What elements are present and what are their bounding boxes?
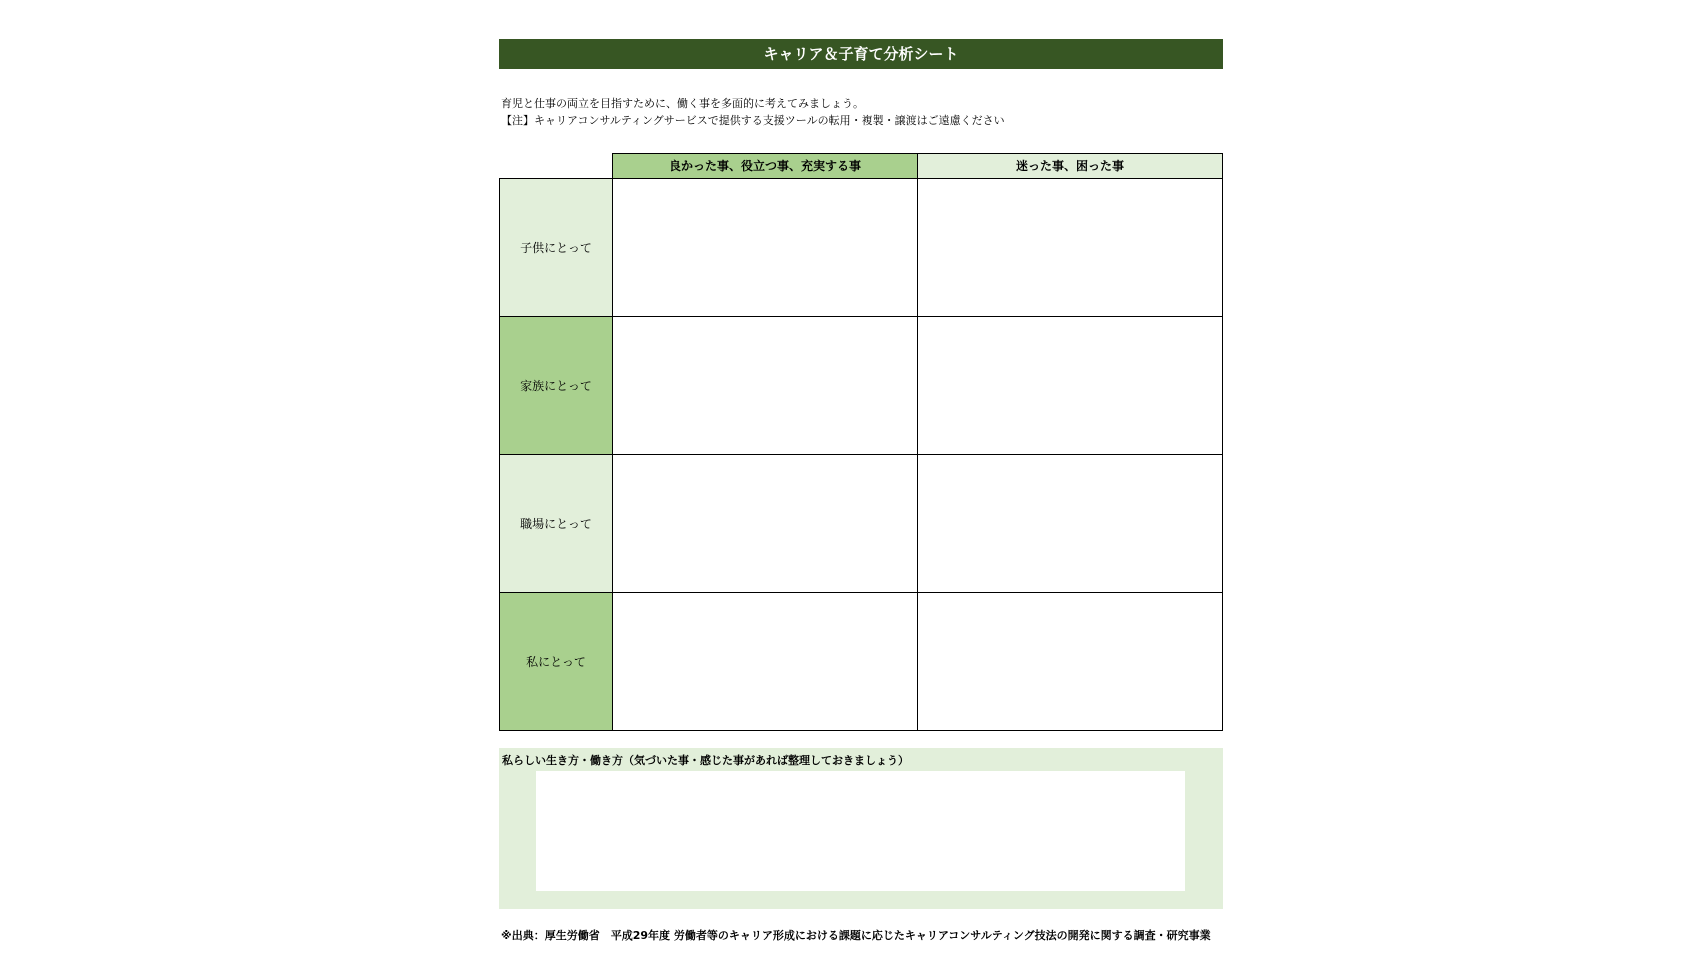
- cell-child-bad[interactable]: [917, 178, 1223, 317]
- intro-line-1: 育児と仕事の両立を目指すために、働く事を多面的に考えてみましょう。: [501, 97, 864, 110]
- row-label-child: [499, 178, 613, 317]
- cell-workplace-bad[interactable]: [917, 454, 1223, 593]
- cell-family-good[interactable]: [612, 316, 918, 455]
- cell-child-good[interactable]: [612, 178, 918, 317]
- column-header-good: 良かった事、役立つ事、充実する事: [612, 153, 918, 179]
- cell-workplace-good[interactable]: [612, 454, 918, 593]
- source-citation: ※出典：厚生労働省 平成29年度 労働者等のキャリア形成における課題に応じたキャリアコンサルティング技法の開発に関する調査・研究事業: [501, 929, 1211, 942]
- cell-family-bad[interactable]: [917, 316, 1223, 455]
- row-label-text: 職場にとって: [520, 517, 592, 531]
- cell-self-bad[interactable]: [917, 592, 1223, 731]
- cell-self-good[interactable]: [612, 592, 918, 731]
- intro-line-2: 【注】キャリアコンサルティングサービスで提供する支援ツールの転用・複製・譲渡はご遠慮ください: [501, 114, 1005, 127]
- notes-section: [499, 748, 1223, 909]
- row-label-family: [499, 316, 613, 455]
- row-label-text: 子供にとって: [520, 241, 592, 255]
- row-label-text: 私にとって: [526, 655, 586, 669]
- analysis-table: [499, 153, 1223, 731]
- row-label-workplace: [499, 454, 613, 593]
- notes-label: 私らしい生き方・働き方（気づいた事・感じた事があれば整理しておきましょう）: [502, 754, 909, 767]
- notes-input-area[interactable]: [536, 771, 1185, 891]
- sheet-title: キャリア＆子育て分析シート: [499, 39, 1223, 69]
- row-label-self: [499, 592, 613, 731]
- column-header-bad: 迷った事、困った事: [917, 153, 1223, 179]
- intro-text: [501, 95, 1005, 129]
- row-label-text: 家族にとって: [520, 379, 592, 393]
